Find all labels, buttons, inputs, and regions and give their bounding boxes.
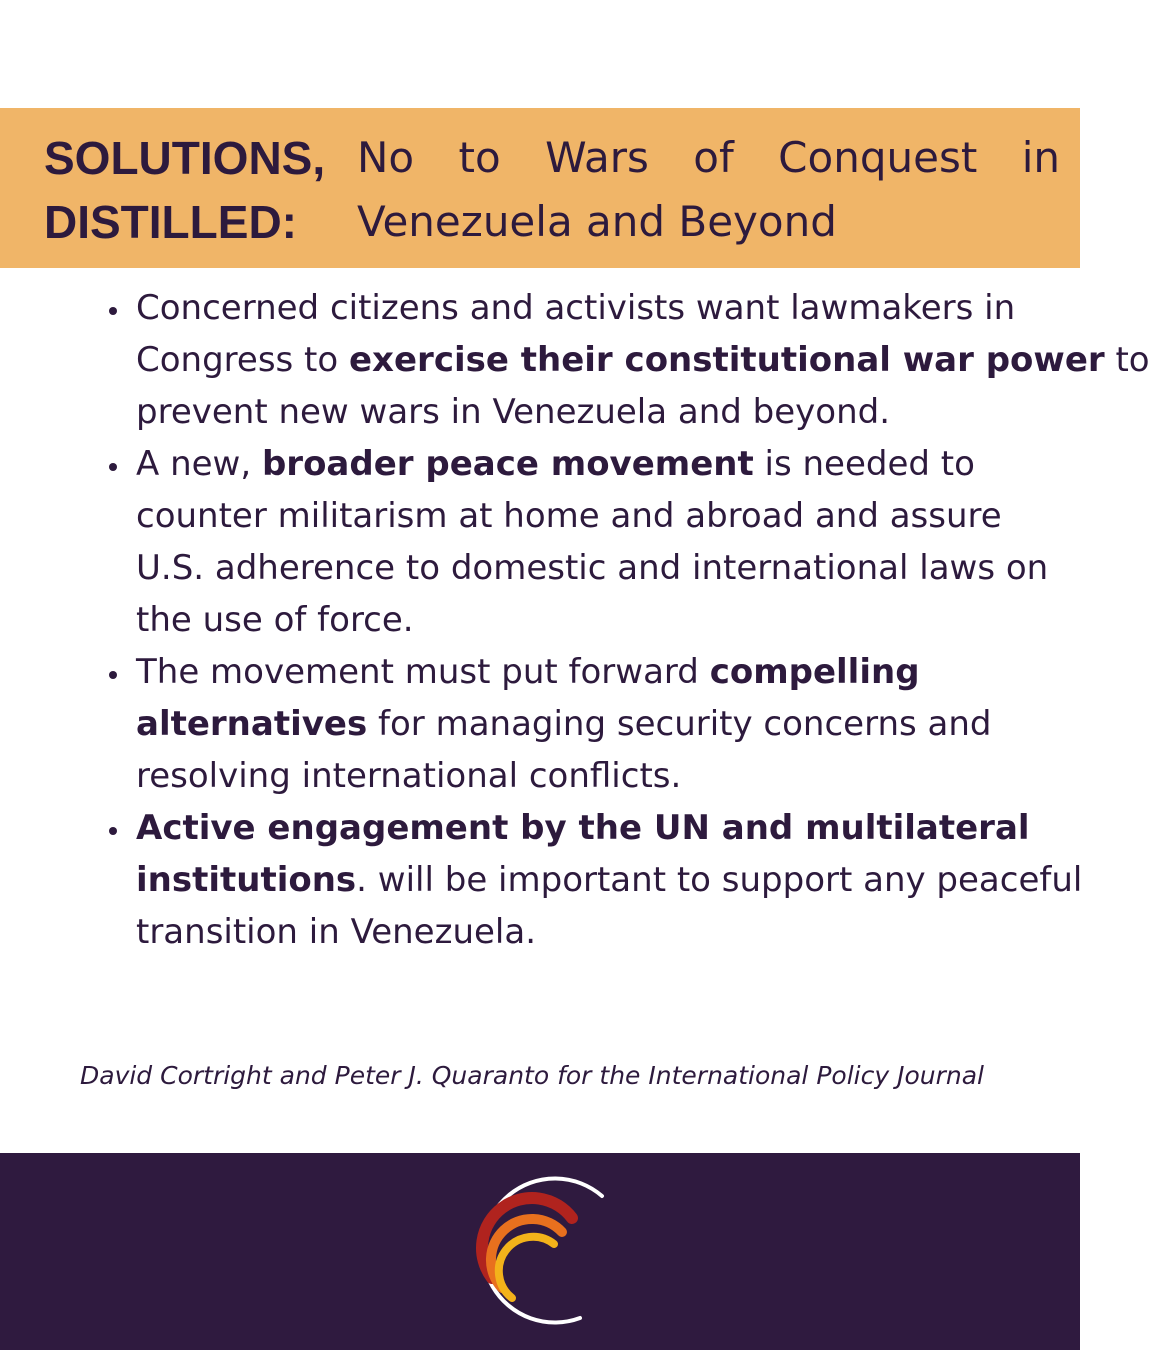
body-text: U.S. adherence to domestic and international laws on — [136, 548, 1049, 588]
section-tag-line-2: DISTILLED: — [44, 196, 297, 248]
list-item — [136, 646, 1026, 802]
list-item — [136, 282, 1150, 438]
concentric-arcs-logo-icon — [462, 1170, 622, 1330]
list-item-line — [136, 802, 1030, 854]
list-item-line — [136, 334, 1150, 386]
body-text: The movement must put forward — [136, 652, 710, 692]
body-text: prevent new wars in Venezuela and beyond. — [136, 392, 891, 432]
list-item-line — [136, 906, 1026, 958]
emphasis-text: Active engagement by the UN and multilateral — [136, 808, 1030, 848]
list-item-line — [136, 386, 1026, 438]
list-item — [136, 438, 1049, 646]
body-text: A new, — [136, 444, 262, 484]
body-text: Congress to — [136, 340, 349, 380]
emphasis-text: compelling — [709, 652, 920, 692]
body-text: to — [1104, 340, 1150, 380]
list-item-line — [136, 750, 1026, 802]
list-item-line — [136, 490, 1026, 542]
list-item-line — [136, 854, 1083, 906]
list-item-line — [136, 594, 1026, 646]
emphasis-text: exercise their constitutional war power — [349, 340, 1105, 380]
body-text: . will be important to support any peaceful — [356, 860, 1083, 900]
emphasis-text: broader peace movement — [261, 444, 754, 484]
body-text: resolving international conflicts. — [136, 756, 682, 796]
body-text: Concerned citizens and activists want lawmakers in — [136, 288, 1016, 328]
body-text: for managing security concerns and — [367, 704, 992, 744]
emphasis-text: alternatives — [136, 704, 368, 744]
body-text: is needed to — [753, 444, 975, 484]
solutions-list — [136, 282, 1150, 958]
body-text: the use of force. — [136, 600, 414, 640]
section-tag — [44, 126, 325, 254]
page-title-line-1: No to Wars of Conquest in — [357, 133, 1060, 182]
byline: David Cortright and Peter J. Quaranto for the International Policy Journal — [80, 1061, 984, 1090]
body-text: counter militarism at home and abroad and assure — [136, 496, 1002, 536]
list-item-line — [136, 282, 1026, 334]
emphasis-text: institutions — [136, 860, 357, 900]
list-item-line — [136, 542, 1049, 594]
list-item-line — [136, 438, 1026, 490]
page-title — [357, 126, 1060, 254]
list-item — [136, 802, 1083, 958]
list-item-line — [136, 646, 1026, 698]
page-title-line-2: Venezuela and Beyond — [357, 197, 837, 246]
logo-yellow-arc — [499, 1237, 554, 1298]
body-text: transition in Venezuela. — [136, 912, 536, 952]
section-tag-line-1: SOLUTIONS, — [44, 132, 326, 184]
list-item-line — [136, 698, 1026, 750]
